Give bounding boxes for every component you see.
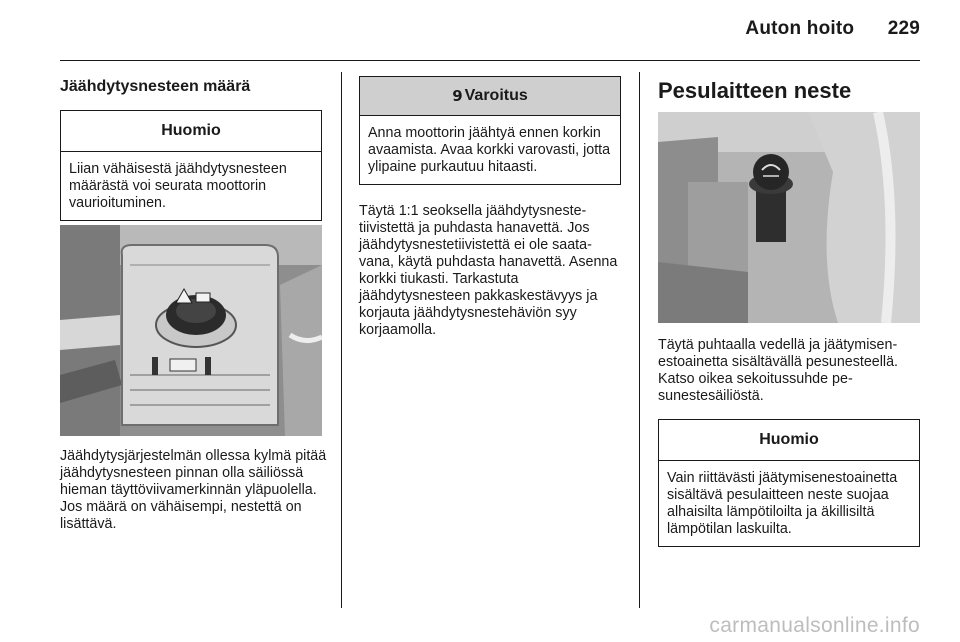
column-divider [639,72,640,608]
coolant-reservoir-photo [60,225,322,436]
washer-reservoir-illustration [658,112,920,323]
section-heading-coolant-level: Jäähdytysnesteen määrä [60,78,251,95]
warning-icon: 9 [452,87,463,105]
column-washer-fluid [658,78,920,104]
column-divider [341,72,342,608]
warning-text: Anna moottorin jäähtyä ennen korkin avaamista. Avaa korkki varovasti, jotta ylipaine purkautuu hitaasti. [368,125,611,175]
page-number: 229 [887,18,920,39]
washer-notice-box [658,419,920,547]
washer-reservoir-photo [658,112,920,323]
washer-fluid-text: Täytä puhtaalla vedellä ja jäätymisenestoainetta sisältävällä pesunesteellä. Katso oikea sekoitussuhde pesunestesäiliöstä. [658,337,899,404]
notice-text: Liian vähäisestä jäähdytysnesteen määrästä voi seurata moottorin vaurioituminen. [69,161,287,211]
column-coolant-level [60,78,322,221]
warning-title: Varoitus [464,87,528,104]
warning-box [359,76,621,185]
section-heading-washer-fluid: Pesulaitteen neste [658,78,852,103]
page-title: Auton hoito [745,18,855,39]
washer-notice-title: Huomio [659,420,919,461]
page-header [745,18,920,40]
coolant-level-text: Jäähdytysjärjestelmän ollessa kylmä pitää jäähdytysnesteen pinnan olla säiliössä hieman täyttöviivamerkinnän yläpuolella. Jos määrä on vähäisempi, nestettä on lisättävä. [60,448,327,532]
header-rule [60,60,920,61]
warning-header [360,77,620,116]
column-coolant-fill [359,76,621,339]
washer-notice-text: Vain riittävästi jäätymisenestoainetta sisältävä pesulaitteen neste suojaa alhaisilta lämpötiloilta ja äkillisiltä lämpötilan laskuilta. [667,470,898,537]
coolant-fill-text: Täytä 1:1 seoksella jäähdytysnestetiivistettä ja puhdasta hanavettä. Jos jäähdytysnestetiivistettä ei ole saatavana, käytä puhdasta hanavettä. Asenna korkki tiukasti. Tarkastuta jäähdytysnesteen pakkaskestävyys ja korjauta jäähdytysnestehäviön syy korjaamolla. [359,203,618,338]
column-washer-body [658,337,920,547]
notice-box [60,110,322,221]
column-coolant-body [60,448,328,533]
coolant-reservoir-illustration [60,225,322,436]
notice-title: Huomio [61,111,321,152]
watermark: carmanualsonline.info [709,614,920,637]
